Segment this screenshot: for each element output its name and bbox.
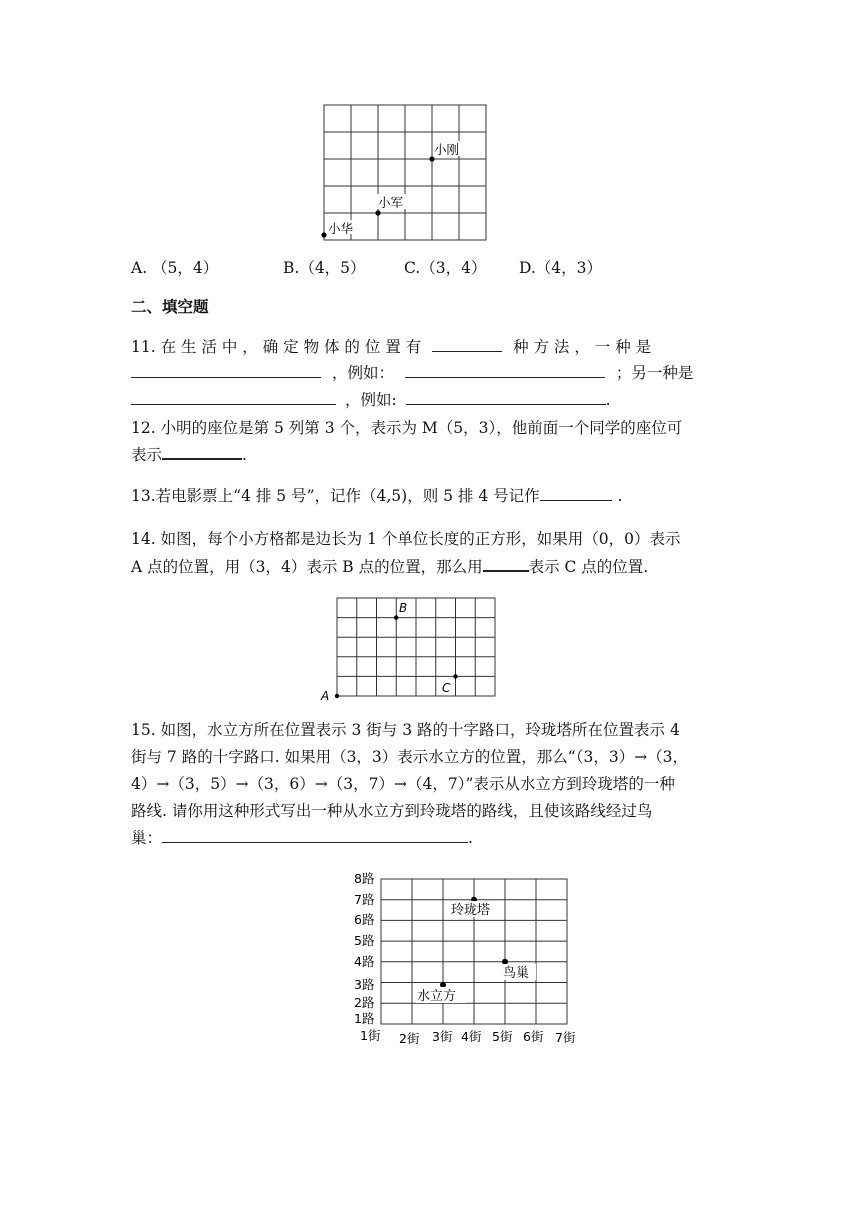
- row-label: 4路: [354, 954, 375, 969]
- col-label: 7街: [555, 1030, 576, 1045]
- option-b: B.（4，5）: [283, 259, 366, 277]
- q13-blank[interactable]: [540, 486, 612, 501]
- label-birds-nest: 鸟巢: [503, 966, 530, 981]
- col-label: 6街: [523, 1029, 544, 1044]
- row-label: 2路: [354, 995, 375, 1010]
- q12-line1: 12. 小明的座位是第 5 列第 3 个，表示为 M（5，3），他前面一个同学的座位可: [131, 419, 683, 437]
- point-birds-nest: [502, 959, 508, 965]
- label-b: B: [399, 601, 408, 615]
- point-xiaojun: [375, 210, 380, 215]
- row-labels: [354, 871, 375, 1026]
- q11-line1: 11. 在 生 活 中 ， 确 定 物 体 的 位 置 有 种 方 法 ， 一 种 是: [131, 338, 652, 356]
- point-xiaogang: [429, 156, 434, 161]
- figure-q14-grid: [318, 593, 500, 703]
- col-label: 2街: [399, 1031, 420, 1046]
- figure-q10-grid: [315, 100, 495, 245]
- q11-line2: ，例如： ；另一种是: [131, 363, 731, 383]
- q15-line3: 4）→（3，5）→（3，6）→（3，7）→（4，7）”表示从水立方到玲珑塔的一种: [131, 775, 675, 793]
- q14-line1: 14. 如图，每个小方格都是边长为 1 个单位长度的正方形，如果用（0，0）表示: [131, 530, 681, 548]
- label-xiaojun: 小军: [378, 195, 404, 210]
- q12-line2: 表示 .: [131, 446, 247, 464]
- q11-blank-method2[interactable]: [131, 390, 336, 405]
- option-a: A. （5，4）: [131, 259, 219, 277]
- row-label: 6路: [354, 912, 375, 927]
- figure-q15-map: [348, 868, 588, 1050]
- row-label: 1路: [354, 1011, 375, 1026]
- point-xiaohua: [321, 232, 326, 237]
- row-label: 5路: [354, 933, 375, 948]
- option-d: D.（4，3）: [519, 259, 603, 277]
- q15-line5: 巢： .: [131, 829, 473, 847]
- q11-blank-count[interactable]: [432, 337, 502, 352]
- label-water-cube: 水立方: [417, 989, 457, 1004]
- q13: 13.若电影票上“4 排 5 号”，记作（4,5)，则 5 排 4 号记作 .: [131, 487, 623, 505]
- q14-blank[interactable]: [483, 556, 529, 572]
- q11-blank-method1[interactable]: [131, 363, 321, 378]
- row-label: 8路: [354, 871, 375, 886]
- label-c: C: [442, 681, 451, 695]
- grid-lines: [337, 598, 495, 696]
- q12-blank[interactable]: [162, 444, 242, 460]
- q15-line4: 路线. 请你用这种形式写出一种从水立方到玲珑塔的路线，且使该路线经过鸟: [131, 802, 653, 820]
- col-label: 1街: [360, 1028, 381, 1043]
- section-title: 二、填空题: [131, 298, 209, 316]
- row-label: 7路: [354, 892, 375, 907]
- q11-blank-example1[interactable]: [405, 363, 605, 378]
- col-label: 5街: [492, 1029, 513, 1044]
- point-b: [394, 615, 398, 619]
- col-label: 3街: [432, 1029, 453, 1044]
- point-c: [453, 674, 457, 678]
- col-labels: [360, 1028, 576, 1046]
- point-a: [335, 694, 339, 698]
- label-linglong-tower: 玲珑塔: [451, 903, 491, 918]
- grid-lines: [324, 105, 486, 240]
- label-a: A: [321, 689, 330, 703]
- q15-line1: 15. 如图，水立方所在位置表示 3 街与 3 路的十字路口，玲珑塔所在位置表示 4: [131, 721, 680, 739]
- label-xiaohua: 小华: [328, 221, 354, 236]
- q14-line2: A 点的位置，用（3，4）表示 B 点的位置，那么用 表示 C 点的位置.: [131, 558, 649, 576]
- q10-options: [131, 258, 731, 278]
- option-c: C.（3，4）: [404, 259, 487, 277]
- label-xiaogang: 小刚: [434, 142, 460, 157]
- col-label: 4街: [461, 1029, 482, 1044]
- q15-blank[interactable]: [162, 828, 468, 843]
- q11-line3: ，例如: .: [131, 390, 731, 410]
- row-label: 3路: [354, 977, 375, 992]
- q11-blank-example2[interactable]: [406, 390, 606, 405]
- q15-line2: 街与 7 路的十字路口. 如果用（3，3）表示水立方的位置，那么“（3，3）→（3，: [131, 748, 689, 766]
